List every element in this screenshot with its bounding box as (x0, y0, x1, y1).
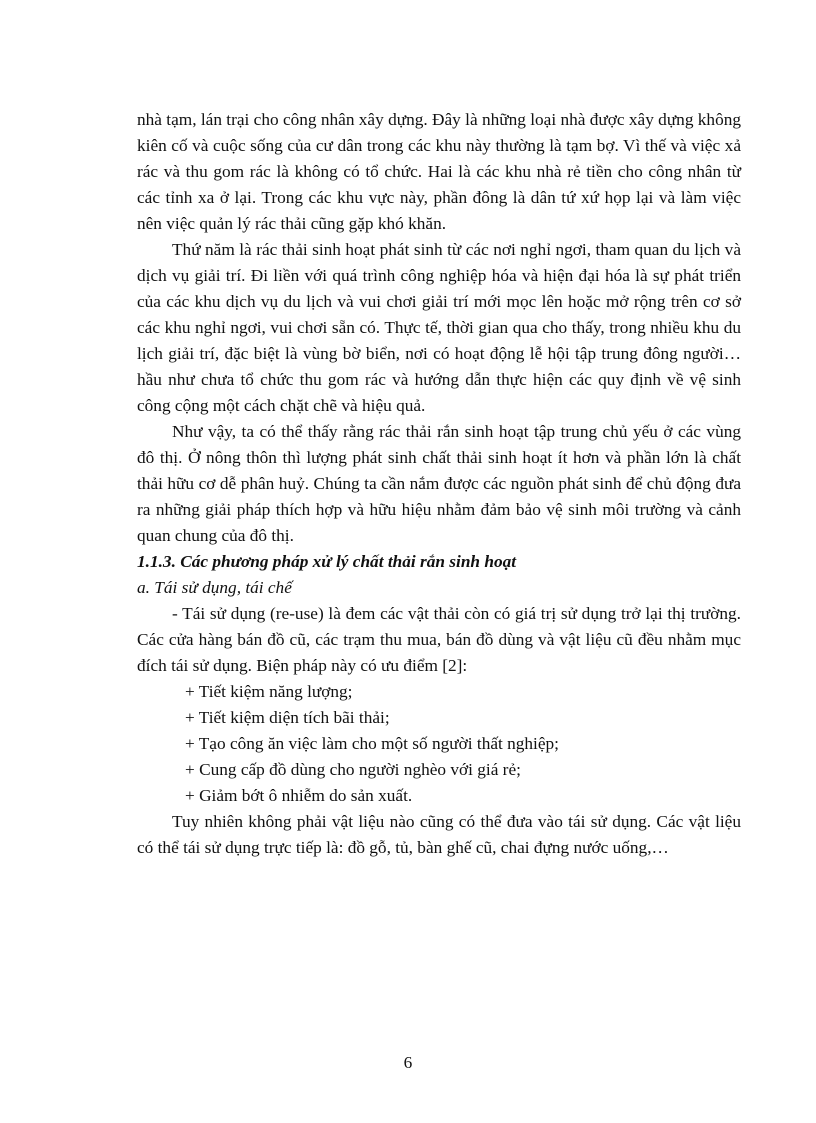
paragraph-worker-housing: nhà tạm, lán trại cho công nhân xây dựng. Đây là những loại nhà được xây dựng không kiên cố và cuộc sống của cư dân trong các khu này thường là tạm bợ. Vì thế và việc xả rác và thu gom rác là không có tổ chức. Hai là các khu nhà rẻ tiền cho công nhân từ các tỉnh xa ở lại. Trong các khu vực này, phần đông là dân tứ xứ họp lại và làm việc nên việc quản lý rác thải cũng gặp khó khăn. (137, 110, 741, 233)
benefit-item: + Tiết kiệm năng lượng; (185, 682, 353, 701)
paragraph-reuse-definition: - Tái sử dụng (re-use) là đem các vật thải còn có giá trị sử dụng trở lại thị trường. Các cửa hàng bán đồ cũ, các trạm thu mua, bán đồ dùng và vật liệu cũ đều nhằm mục đích tái sử dụng. Biện pháp này có ưu điểm [2]: (137, 604, 741, 675)
paragraph-reuse-materials: Tuy nhiên không phải vật liệu nào cũng có thể đưa vào tái sử dụng. Các vật liệu có thể tái sử dụng trực tiếp là: đồ gỗ, tủ, bàn ghế cũ, chai đựng nước uống,… (137, 812, 741, 857)
page-number: 6 (403, 1053, 413, 1072)
benefit-item: + Tiết kiệm diện tích bãi thải; (185, 708, 390, 727)
paragraph-summary: Như vậy, ta có thể thấy rằng rác thải rắn sinh hoạt tập trung chủ yếu ở các vùng đô thị. Ở nông thôn thì lượng phát sinh chất thải sinh hoạt ít hơn và phần lớn là chất thải hữu cơ dễ phân huỷ. Chúng ta cần nắm được các nguồn phát sinh để chủ động đưa ra những giải pháp thích hợp và hữu hiệu nhằm đảm bảo vệ sinh môi trường và cảnh quan chung của đô thị. (137, 422, 741, 545)
section-heading: 1.1.3. Các phương pháp xử lý chất thải rắn sinh hoạt (137, 552, 517, 571)
benefit-item: + Cung cấp đồ dùng cho người nghèo với giá rẻ; (185, 760, 521, 779)
benefits-list (137, 679, 741, 809)
benefit-item: + Tạo công ăn việc làm cho một số người thất nghiệp; (185, 734, 559, 753)
subsection-heading: a. Tái sử dụng, tái chế (137, 578, 292, 597)
benefit-item: + Giảm bớt ô nhiễm do sản xuất. (185, 786, 413, 805)
document-body (137, 107, 741, 861)
paragraph-tourism-waste: Thứ năm là rác thải sinh hoạt phát sinh từ các nơi nghỉ ngơi, tham quan du lịch và dịch vụ giải trí. Đi liền với quá trình công nghiệp hóa và hiện đại hóa là sự phát triển của các khu dịch vụ du lịch và vui chơi giải trí mới mọc lên hoặc mở rộng trên cơ sở các khu nghỉ ngơi, vui chơi sẵn có. Thực tế, thời gian qua cho thấy, trong nhiều khu du lịch giải trí, đặc biệt là vùng bờ biển, nơi có hoạt động lễ hội tập trung đông người… hầu như chưa tổ chức thu gom rác và hướng dẫn thực hiện các quy định về vệ sinh công cộng một cách chặt chẽ và hiệu quả. (137, 240, 741, 415)
